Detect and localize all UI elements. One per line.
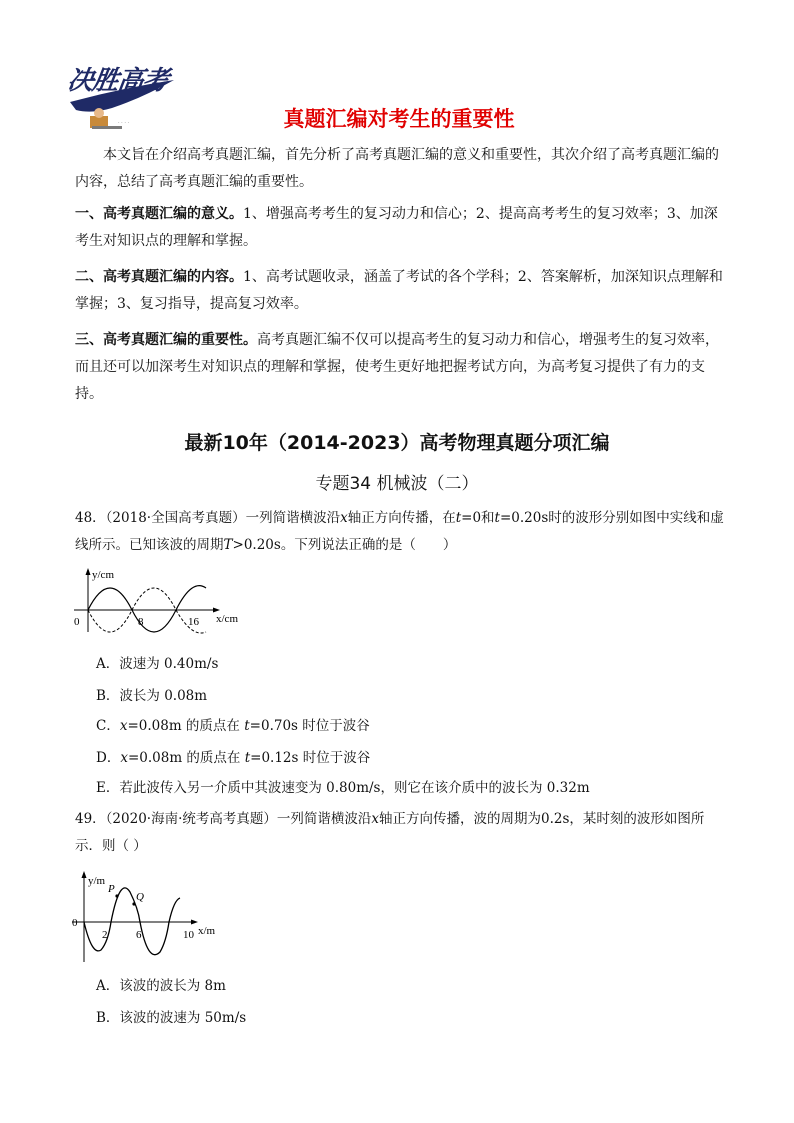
option-c: C．x=0.08m 的质点在 t=0.70s 时位于波谷 — [96, 718, 370, 734]
section-importance: 三、高考真题汇编的重要性。高考真题汇编不仅可以提高考生的复习动力和信心，增强考生的复习效率，而且还可以加深考生对知识点的理解和掌握，使考生更好地把握考试方向，为高考复习提供了有力的支持。 — [75, 332, 719, 402]
y-axis-label: y/m — [88, 875, 106, 887]
point-label: P — [108, 883, 115, 895]
svg-text:· · · ·: · · · · — [118, 120, 130, 126]
question-49: 49．（2020·海南·统考高考真题）一列简谐横波沿x轴正方向传播，波的周期为0.2s，某时刻的波形如图所示．则（ ） — [75, 811, 705, 854]
tick-label: 0 — [74, 616, 80, 628]
logo-text: 决胜高考 — [65, 66, 170, 96]
tick-label: 6 — [136, 929, 142, 941]
tick-label: 16 — [188, 616, 199, 628]
point-label: Q — [136, 891, 144, 903]
tick-label: 10 — [183, 929, 194, 941]
option-b: B．该波的波速为 50m/s — [96, 1010, 247, 1026]
x-axis-label: x/cm — [216, 613, 238, 625]
topic-title: 专题34 机械波（二） — [315, 474, 479, 494]
section-heading: 三、高考真题汇编的重要性。 — [75, 332, 257, 348]
intro-paragraph: 本文旨在介绍高考真题汇编，首先分析了高考真题汇编的意义和重要性，其次介绍了高考真题汇编的内容，总结了高考真题汇编的重要性。 — [75, 147, 719, 190]
section-content: 二、高考真题汇编的内容。1、高考试题收录，涵盖了考试的各个学科；2、答案解析，加深知识点理解和掌握；3、复习指导，提高复习效率。 — [75, 269, 723, 312]
option-e: E．若此波传入另一介质中其波速变为 0.80m/s，则它在该介质中的波长为 0.32m — [96, 780, 590, 796]
section-heading: 二、高考真题汇编的内容。 — [75, 269, 243, 285]
option-a: A．波速为 0.40m/s — [96, 656, 219, 672]
collection-title: 最新10年（2014-2023）高考物理真题分项汇编 — [184, 432, 610, 454]
question-48: 48．（2018·全国高考真题）一列简谐横波沿x轴正方向传播，在t=0和t=0.20s时的波形分别如图中实线和虚线所示。已知该波的周期T>0.20s。下列说法正确的是（ ） — [75, 510, 724, 553]
option-d: D．x=0.08m 的质点在 t=0.12s 时位于波谷 — [96, 750, 371, 766]
tick-label: 2 — [102, 929, 108, 941]
tick-label: 0 — [72, 917, 78, 929]
wave-figure-49 — [68, 868, 238, 964]
option-a: A．该波的波长为 8m — [96, 978, 226, 994]
x-axis-label: x/m — [198, 925, 216, 937]
tick-label: 8 — [138, 616, 144, 628]
wave-figure-48 — [70, 566, 250, 636]
y-axis-label: y/cm — [92, 569, 114, 581]
section-significance: 一、高考真题汇编的意义。1、增强高考考生的复习动力和信心；2、提高高考考生的复习效率；3、加深考生对知识点的理解和掌握。 — [75, 206, 718, 249]
section-heading: 一、高考真题汇编的意义。 — [75, 206, 243, 222]
option-b: B．波长为 0.08m — [96, 688, 208, 704]
page-title: 真题汇编对考生的重要性 — [283, 107, 515, 131]
